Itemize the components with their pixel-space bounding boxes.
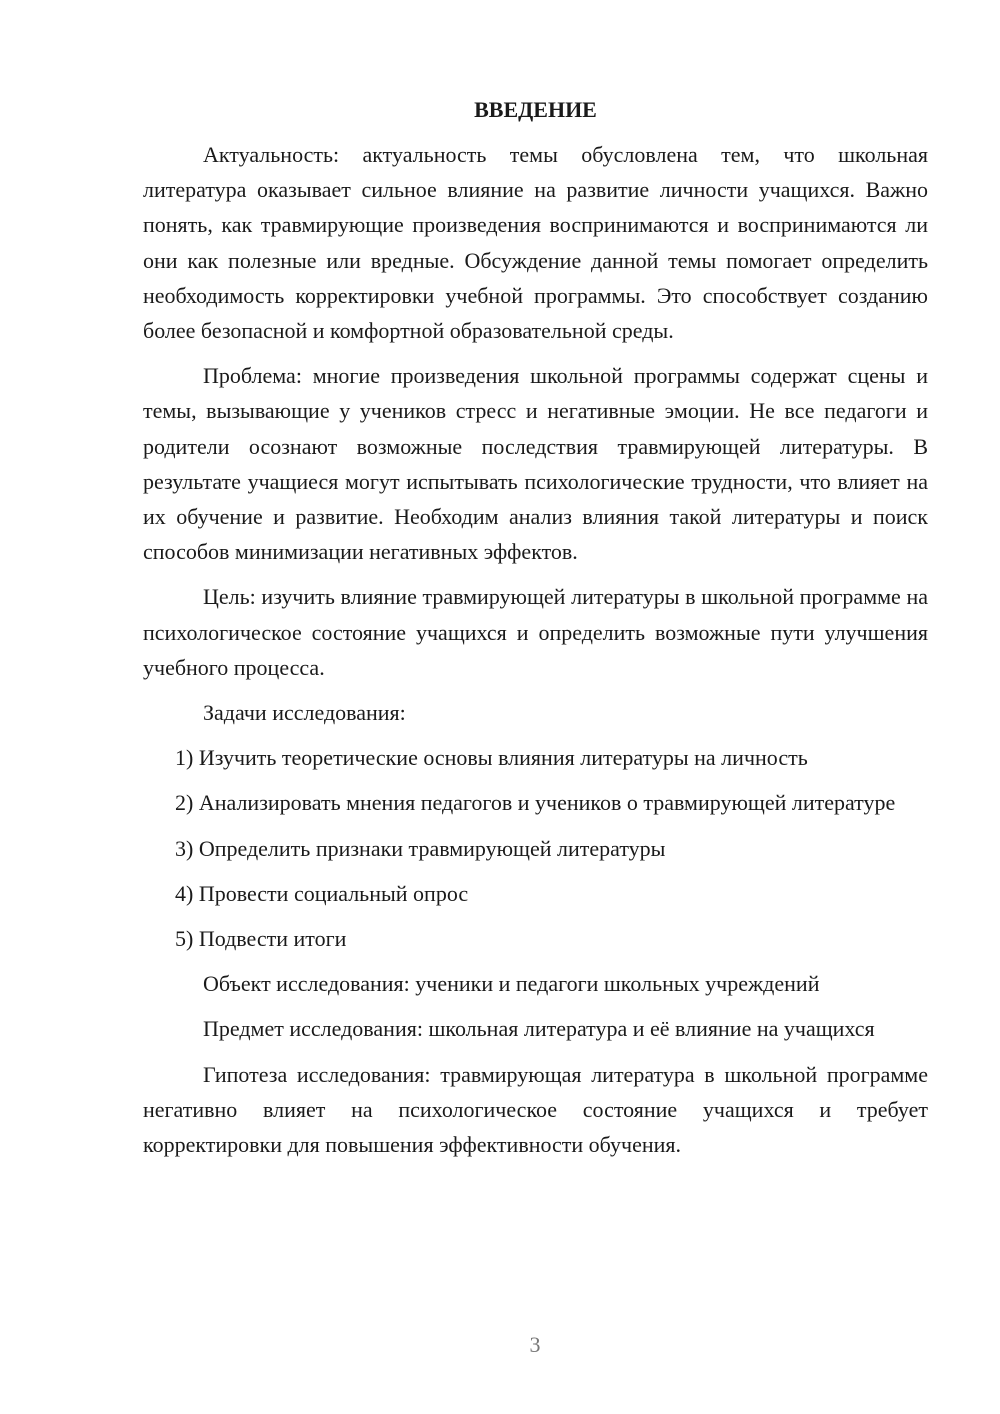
paragraph-object: Объект исследования: ученики и педагоги школьных учреждений xyxy=(203,971,820,997)
paragraph-goal: Цель: изучить влияние травмирующей литературы в школьной программе на психологическое состояние учащихся и определить возможные пути улучшения учебного процесса. xyxy=(143,584,928,680)
list-item: 2) Анализировать мнения педагогов и учеников о травмирующей литературе xyxy=(175,790,896,816)
list-item: 5) Подвести итоги xyxy=(175,926,347,952)
paragraph-relevance: Актуальность: актуальность темы обусловлена тем, что школьная литература оказывает сильное влияние на развитие личности учащихся. Важно понять, как травмирующие произведения воспринимаются и воспринимаются ли они как полезные или вредные. Обсуждение данной темы помогает определить необходимость корректировки учебной программы. Это способствует созданию более безопасной и комфортной образовательной среды. xyxy=(143,142,928,344)
list-item: 3) Определить признаки травмирующей литературы xyxy=(175,835,666,861)
task-list xyxy=(143,740,928,956)
paragraph-problem: Проблема: многие произведения школьной программы содержат сцены и темы, вызывающие у учеников стресс и негативные эмоции. Не все педагоги и родители осознают возможные последствия травмирующей литературы. В результате учащиеся могут испытывать психологические трудности, что влияет на их обучение и развитие. Необходим анализ влияния такой литературы и поиск способов минимизации негативных эффектов. xyxy=(143,363,928,565)
paragraph-subject: Предмет исследования: школьная литература и её влияние на учащихся xyxy=(203,1016,875,1042)
paragraph-hypothesis: Гипотеза исследования: травмирующая литература в школьной программе негативно влияет на психологическое состояние учащихся и требует корректировки для повышения эффективности обучения. xyxy=(143,1061,928,1158)
list-item: 4) Провести социальный опрос xyxy=(175,880,469,906)
page-number: 3 xyxy=(529,1332,541,1357)
list-item: 1) Изучить теоретические основы влияния литературы на личность xyxy=(175,745,808,771)
tasks-title: Задачи исследования: xyxy=(203,700,406,726)
page-title: ВВЕДЕНИЕ xyxy=(474,97,597,122)
page-content xyxy=(143,92,928,1172)
